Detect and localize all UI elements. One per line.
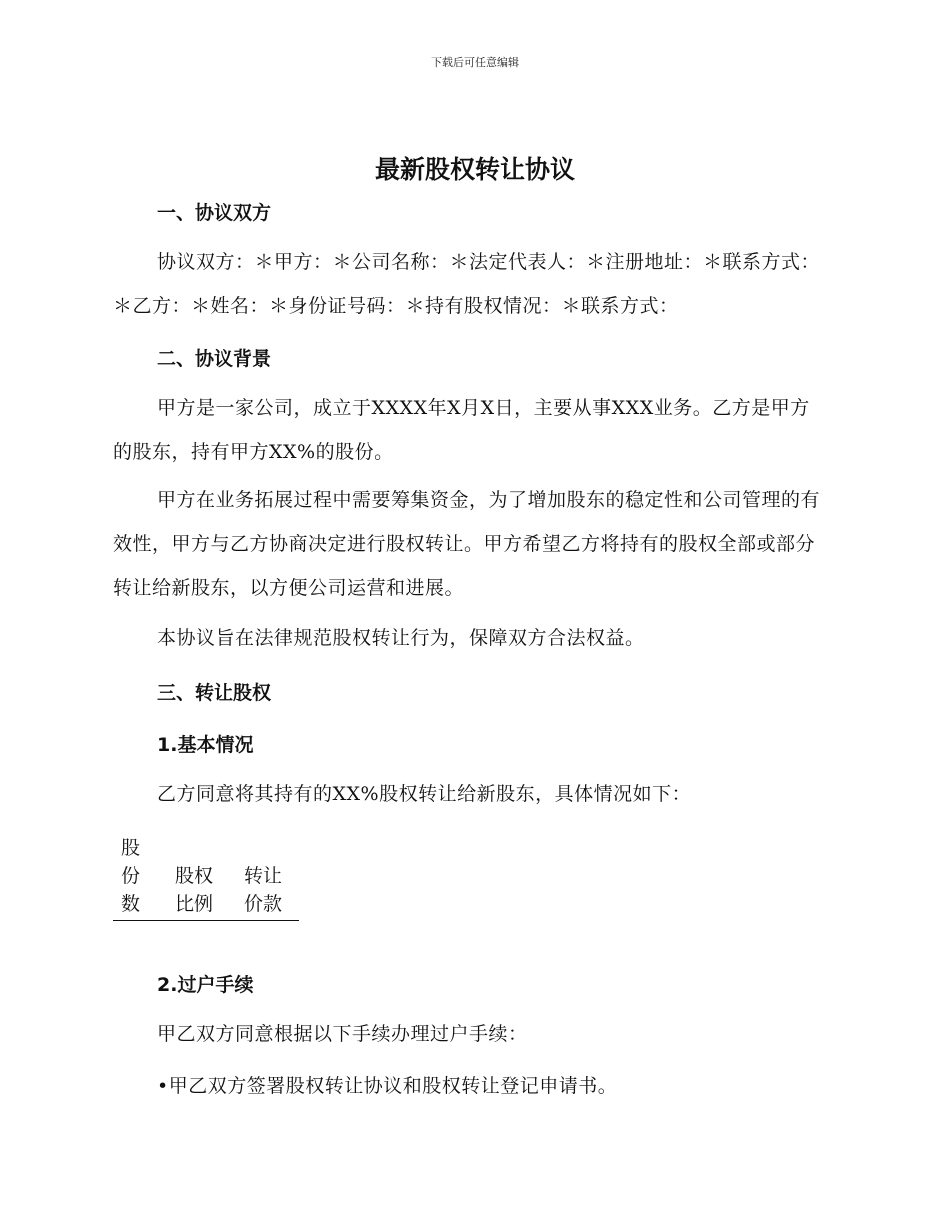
table-header-price: 转让 价款 bbox=[243, 865, 282, 915]
subheading-transfer-procedure: 2.过户手续 bbox=[157, 974, 254, 996]
table-header-ratio: 股权 比例 bbox=[174, 865, 213, 915]
table-header-shares: 股 份 数 bbox=[121, 837, 141, 915]
procedure-paragraph: 甲乙双方同意根据以下手续办理过户手续： bbox=[157, 1023, 528, 1045]
share-table bbox=[113, 834, 299, 921]
basic-info-paragraph: 乙方同意将其持有的XX%股权转让给新股东，具体情况如下： bbox=[157, 783, 692, 805]
table-rule bbox=[113, 920, 299, 921]
header-note: 下载后可任意编辑 bbox=[431, 56, 519, 69]
background-paragraph-1: 甲方是一家公司，成立于XXXX年X月X日，主要从事XXX业务。乙方是甲方的股东，持有甲方XX%的股份。 bbox=[113, 397, 810, 463]
procedure-list-item: •甲乙双方签署股权转让协议和股权转让登记申请书。 bbox=[157, 1075, 618, 1097]
section-heading-transfer: 三、转让股权 bbox=[157, 682, 272, 704]
subheading-basic-info: 1.基本情况 bbox=[157, 734, 254, 756]
section-heading-parties: 一、协议双方 bbox=[157, 202, 272, 224]
background-paragraph-3: 本协议旨在法律规范股权转让行为，保障双方合法权益。 bbox=[157, 627, 645, 649]
parties-paragraph: 协议双方：＊甲方：＊公司名称：＊法定代表人：＊注册地址：＊联系方式：＊乙方：＊姓名：＊身份证号码：＊持有股权情况：＊联系方式： bbox=[113, 251, 821, 317]
background-paragraph-2: 甲方在业务拓展过程中需要筹集资金，为了增加股东的稳定性和公司管理的有效性，甲方与乙方协商决定进行股权转让。甲方希望乙方将持有的股权全部或部分转让给新股东，以方便公司运营和进展。 bbox=[113, 489, 821, 599]
section-heading-background: 二、协议背景 bbox=[157, 348, 272, 370]
document-title: 最新股权转让协议 bbox=[374, 155, 575, 184]
